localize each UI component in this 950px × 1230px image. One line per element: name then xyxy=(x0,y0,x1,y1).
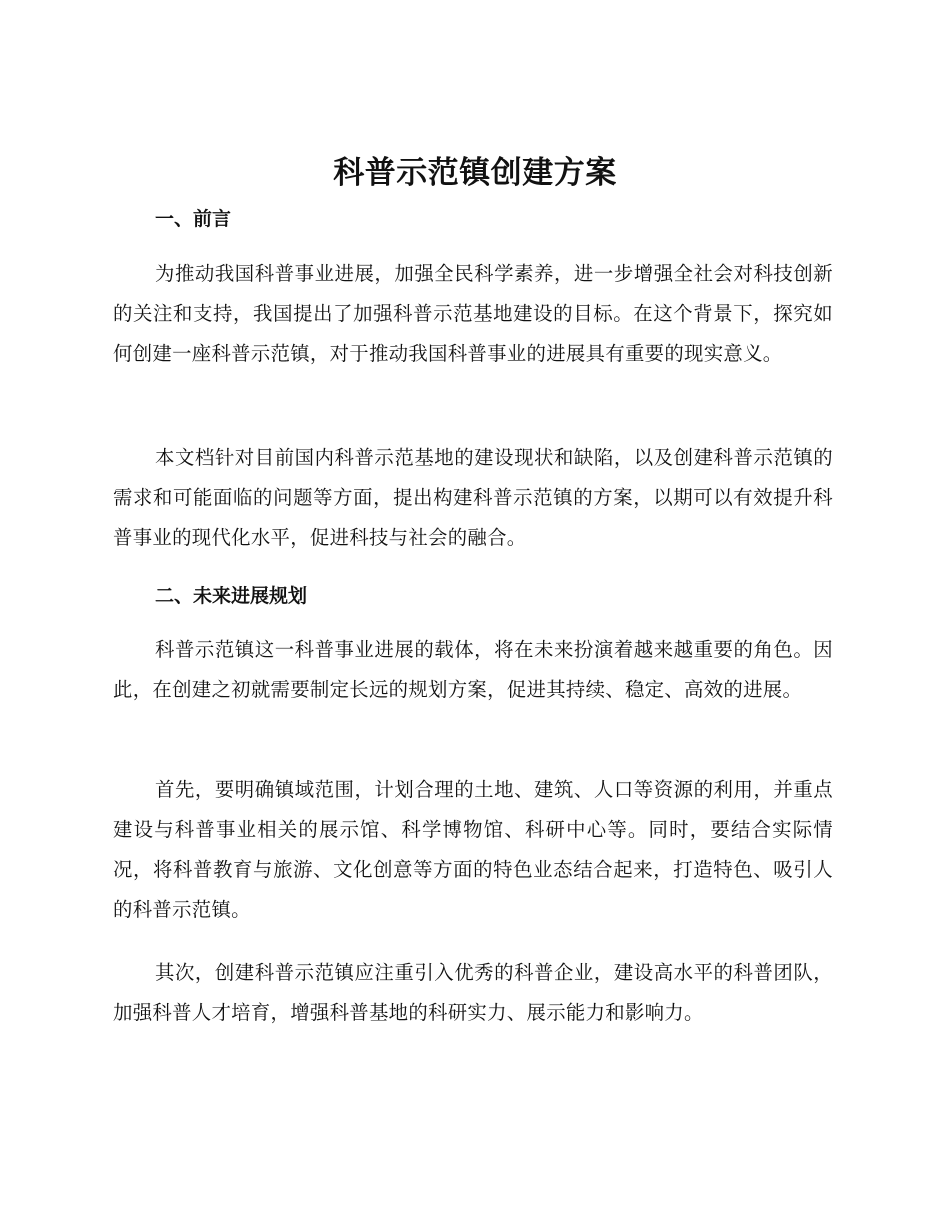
paragraph: 首先，要明确镇域范围，计划合理的土地、建筑、人口等资源的利用，并重点建设与科普事业相关的展示馆、科学博物馆、科研中心等。同时，要结合实际情况，将科普教育与旅游、文化创意等方面的特色业态结合起来，打造特色、吸引人的科普示范镇。 xyxy=(113,778,833,921)
paragraph: 科普示范镇这一科普事业进展的载体，将在未来扮演着越来越重要的角色。因此，在创建之初就需要制定长远的规划方案，促进其持续、稳定、高效的进展。 xyxy=(113,638,833,701)
paragraph: 本文档针对目前国内科普示范基地的建设现状和缺陷，以及创建科普示范镇的需求和可能面临的问题等方面，提出构建科普示范镇的方案，以期可以有效提升科普事业的现代化水平，促进科技与社会的融合。 xyxy=(113,446,833,549)
paragraph: 其次，创建科普示范镇应注重引入优秀的科普企业，建设高水平的科普团队，加强科普人才培育，增强科普基地的科研实力、展示能力和影响力。 xyxy=(113,961,833,1024)
section-heading-future-plan: 二、未来进展规划 xyxy=(155,585,308,607)
section-heading-preface: 一、前言 xyxy=(155,208,232,230)
document-title: 科普示范镇创建方案 xyxy=(333,155,617,191)
paragraph: 为推动我国科普事业进展，加强全民科学素养，进一步增强全社会对科技创新的关注和支持，我国提出了加强科普示范基地建设的目标。在这个背景下，探究如何创建一座科普示范镇，对于推动我国科普事业的进展具有重要的现实意义。 xyxy=(113,262,833,365)
